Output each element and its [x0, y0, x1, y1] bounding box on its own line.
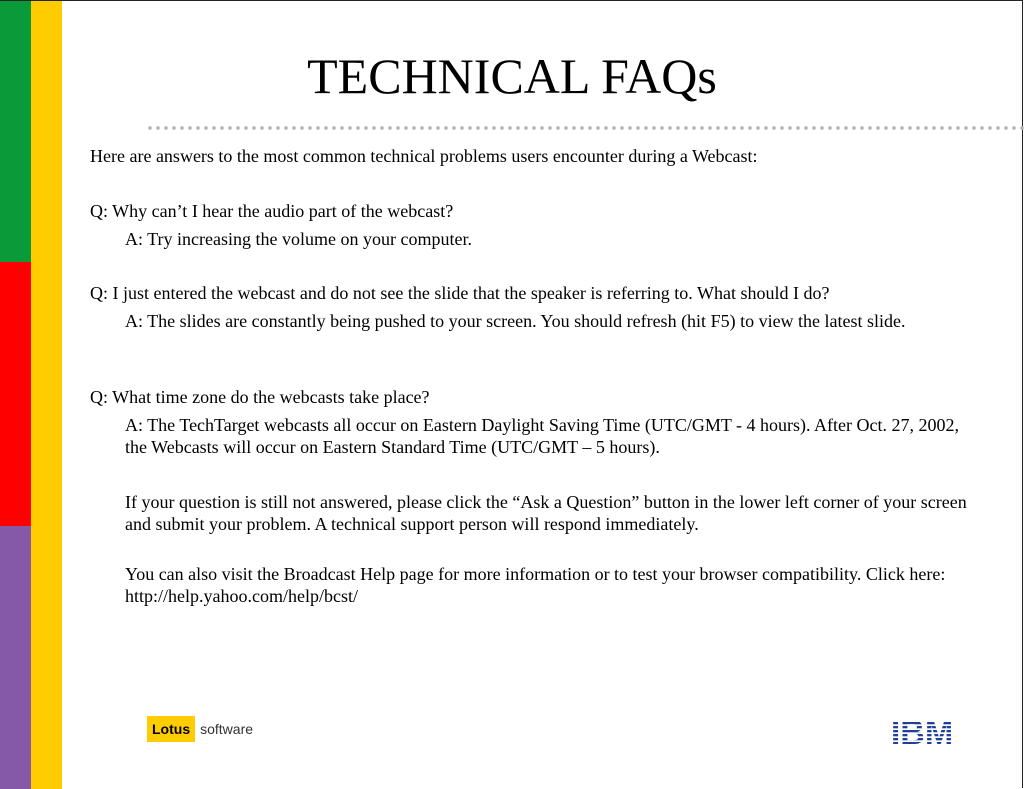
- ibm-logo-text: IBM: [890, 714, 954, 746]
- left-stripe-red: [0, 262, 31, 526]
- lotus-logo-word: software: [200, 721, 254, 737]
- lotus-software-logo: [147, 716, 258, 742]
- left-stripe-yellow: [31, 0, 62, 789]
- faq-answer-2: A: The slides are constantly being pushed to your screen. You should refresh (hit F5) to view the latest slide.: [125, 311, 906, 331]
- faq-question-1: Q: Why can’t I hear the audio part of the webcast?: [90, 201, 454, 221]
- ibm-logo: [884, 714, 960, 746]
- left-stripe-purple: [0, 526, 31, 789]
- faq-answer-1: A: Try increasing the volume on your computer.: [125, 229, 472, 249]
- left-stripe-green: [0, 0, 31, 262]
- faq-question-3: Q: What time zone do the webcasts take place?: [90, 387, 430, 407]
- dotted-divider: [146, 125, 1024, 131]
- faq-answer-3: A: The TechTarget webcasts all occur on Eastern Daylight Saving Time (UTC/GMT - 4 hours). After Oct. 27, 2002, the Webcasts will occur on Eastern Standard Time (UTC/GMT – 5 hours).: [125, 415, 960, 457]
- support-note: If your question is still not answered, please click the “Ask a Question” button in the lower left corner of your screen and submit your problem. A technical support person will respond immediately.: [125, 492, 967, 534]
- slide-title: TECHNICAL FAQs: [307, 48, 717, 104]
- faq-question-2: Q: I just entered the webcast and do not see the slide that the speaker is referring to. What should I do?: [90, 283, 830, 303]
- help-page-note: You can also visit the Broadcast Help page for more information or to test your browser compatibility. Click here: http://help.yahoo.com/help/bcst/: [125, 564, 946, 606]
- intro-text: Here are answers to the most common technical problems users encounter during a Webcast:: [90, 146, 758, 166]
- lotus-logo-box: Lotus: [147, 716, 195, 742]
